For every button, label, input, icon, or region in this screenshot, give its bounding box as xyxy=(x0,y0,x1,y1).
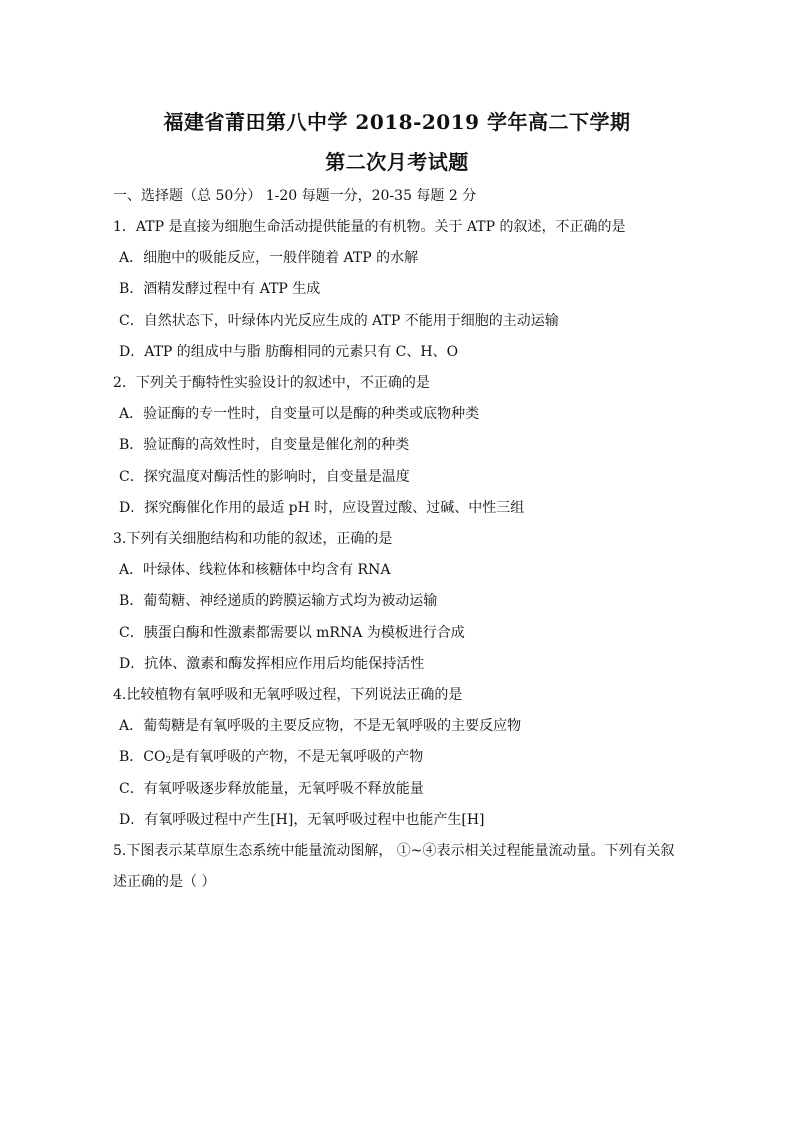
question-3-stem: 3.下列有关细胞结构和功能的叙述，正确的是 xyxy=(113,531,393,547)
question-5-stem-line2: 述正确的是（ ） xyxy=(113,874,216,890)
question-4-option-d: D．有氧呼吸过程中产生[H]，无氧呼吸过程中也能产生[H] xyxy=(119,812,485,828)
question-5-stem-line1: 5.下图表示某草原生态系统中能量流动图解， ①~④表示相关过程能量流动量。下列有关叙 xyxy=(113,843,675,859)
question-4-option-a: A．葡萄糖是有氧呼吸的主要反应物，不是无氧呼吸的主要反应物 xyxy=(119,718,522,734)
exam-subtitle: 第二次月考试题 xyxy=(325,150,469,174)
exam-title: 福建省莆田第八中学 2018-2019 学年高二下学期 xyxy=(163,110,631,134)
question-1-option-d: D．ATP 的组成中与脂 肪酶相同的元素只有 C、H、O xyxy=(119,344,459,360)
option-b-text: 是有氧呼吸的产物，不是无氧呼吸的产物 xyxy=(171,749,424,765)
question-4-option-c: C．有氧呼吸逐步释放能量，无氧呼吸不释放能量 xyxy=(119,781,424,797)
option-b-prefix: B． xyxy=(119,749,144,765)
question-3-option-b: B．葡萄糖、神经递质的跨膜运输方式均为被动运输 xyxy=(119,593,438,609)
question-2-option-b: B．验证酶的高效性时，自变量是催化剂的种类 xyxy=(119,437,410,453)
question-4-stem: 4.比较植物有氧呼吸和无氧呼吸过程，下列说法正确的是 xyxy=(113,687,463,703)
section-header: 一、选择题（总 50分） 1-20 每题一分，20-35 每题 2 分 xyxy=(113,188,477,204)
question-2-option-c: C．探究温度对酶活性的影响时，自变量是温度 xyxy=(119,469,410,485)
question-3-option-d: D．抗体、激素和酶发挥相应作用后均能保持活性 xyxy=(119,656,425,672)
question-4-option-b xyxy=(119,748,423,766)
co2-formula: $CO_2$ xyxy=(143,749,172,766)
question-1-option-b: B．酒精发酵过程中有 ATP 生成 xyxy=(119,281,321,297)
question-3-option-a: A．叶绿体、线粒体和核糖体中均含有 RNA xyxy=(119,562,391,578)
question-2-option-a: A．验证酶的专一性时，自变量可以是酶的种类或底物种类 xyxy=(119,406,480,422)
question-2-option-d: D．探究酶催化作用的最适 pH 时，应设置过酸、过碱、中性三组 xyxy=(119,500,525,516)
question-3-option-c: C．胰蛋白酶和性激素都需要以 mRNA 为模板进行合成 xyxy=(119,625,465,641)
question-1-stem: 1．ATP 是直接为细胞生命活动提供能量的有机物。关于 ATP 的叙述，不正确的是 xyxy=(113,219,626,235)
question-1-option-c: C．自然状态下，叶绿体内光反应生成的 ATP 不能用于细胞的主动运输 xyxy=(119,313,559,329)
question-1-option-a: A．细胞中的吸能反应，一般伴随着 ATP 的水解 xyxy=(119,250,419,266)
question-2-stem: 2．下列关于酶特性实验设计的叙述中，不正确的是 xyxy=(113,375,430,391)
